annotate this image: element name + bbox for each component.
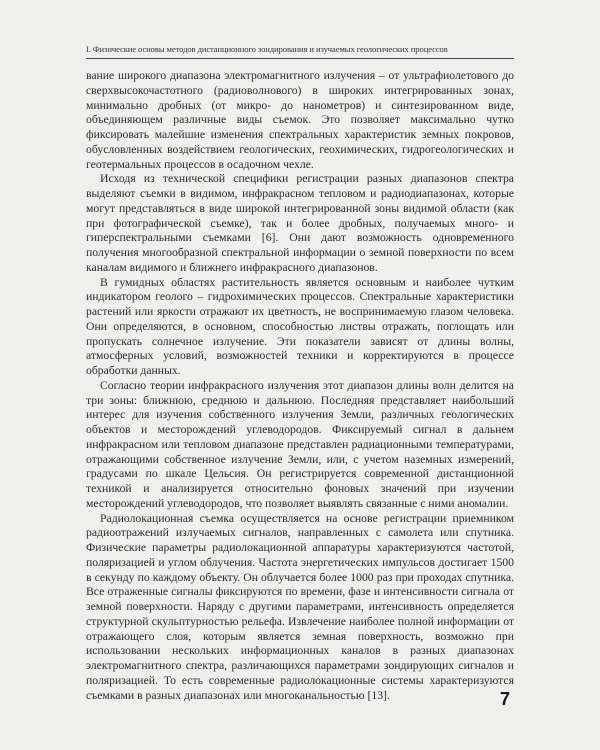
paragraph-radar: Радиолокационная съемка осуществляется на основе регистрации приемником радиоотражений излучаемых сигналов, направленных с самолета или спутника. Физические параметры радиолокационной аппаратуры характеризуются частотой, поляризацией и углом облучения. Частота энергетических импульсов достигает 1500 в секунду по каждому объекту. Он облучается более 1000 раз при проходах спутника. Все отраженные сигналы фиксируются по времени, фазе и интенсивности сигнала от земной поверхности. Наряду с другими параметрами, интенсивность определяется структурной скульптурностью рельефа. Извлечение наиболее полной информации от отражающего слоя, которым является земная поверхность, возможно при использовании нескольких информационных каналов в разных диапазонах электромагнитного спектра, различающихся параметрами зондирующих сигналов и поляризацией. То есть современные радиолокационные системы характеризуются съемками в разных диапазонах или многоканальностью [13].	[86, 511, 514, 702]
page-number: 7	[500, 689, 511, 709]
paragraph-vegetation: В гумидных областях растительность является основным и наиболее чутким индикатором геолого – гидрохимических процессов. Спектральные характеристики растений или яркости отражают их цветность, не воспринимаемую глазом человека. Они определяются, в основном, способностью листвы отражать, поглощать или пропускать солнечное излучение. Эти показатели зависят от длины волны, атмосферных условий, возможностей техники и корректируются в процессе обработки данных.	[86, 275, 514, 377]
paragraph-spectral-ranges: Исходя из технической специфики регистрации разных диапазонов спектра выделяют съемки в видимом, инфракрасном тепловом и радиодиапазонах, которые могут представляться в виде широкой интегрированной зоны видимой области (как при фотографической съемке), так и более дробных, получаемых много- и гиперспектральными съемками [6]. Они дают возможность одновременного получения многообразной спектральной информации о земной поверхности по всем каналам видимого и ближнего инфракрасного диапазонов.	[86, 172, 514, 274]
paragraph-infrared: Согласно теории инфракрасного излучения этот диапазон длины волн делится на три зоны: ближнюю, среднюю и дальнюю. Последняя представляет наибольший интерес для изучения собственного излучения Земли, различных геологических объектов и месторождений углеводородов. Фиксируемый сигнал в дальнем инфракрасном или тепловом диапазоне представлен радиационными температурами, отражающими собственное излучение Земли, или, с учетом наземных измерений, градусами по шкале Цельсия. Он регистрируется современной дистанционной техникой и анализируется относительно фоновых значений при изучении месторождений углеводородов, что позволяет выявлять связанные с ними аномалии.	[86, 378, 514, 510]
running-header: I. Физические основы методов дистанционного зондирования и изучаемых геологических процессов	[86, 44, 448, 54]
paragraph-continued: вание широкого диапазона электромагнитного излучения – от ультрафиолетового до сверхвысокочастотного (радиоволнового) в широких интегрированных зонах, минимально дробных (от микро- до нанометров) и синтезированном виде, объединяющем различные виды съемок. Это позволяет максимально чутко фиксировать малейшие изменения спектральных характеристик земных покровов, обусловленных воздействием геологических, геохимических, гидрогеологических и геотермальных процессов в осадочном чехле.	[86, 69, 514, 171]
header-rule	[86, 58, 514, 59]
body-text	[86, 69, 514, 703]
